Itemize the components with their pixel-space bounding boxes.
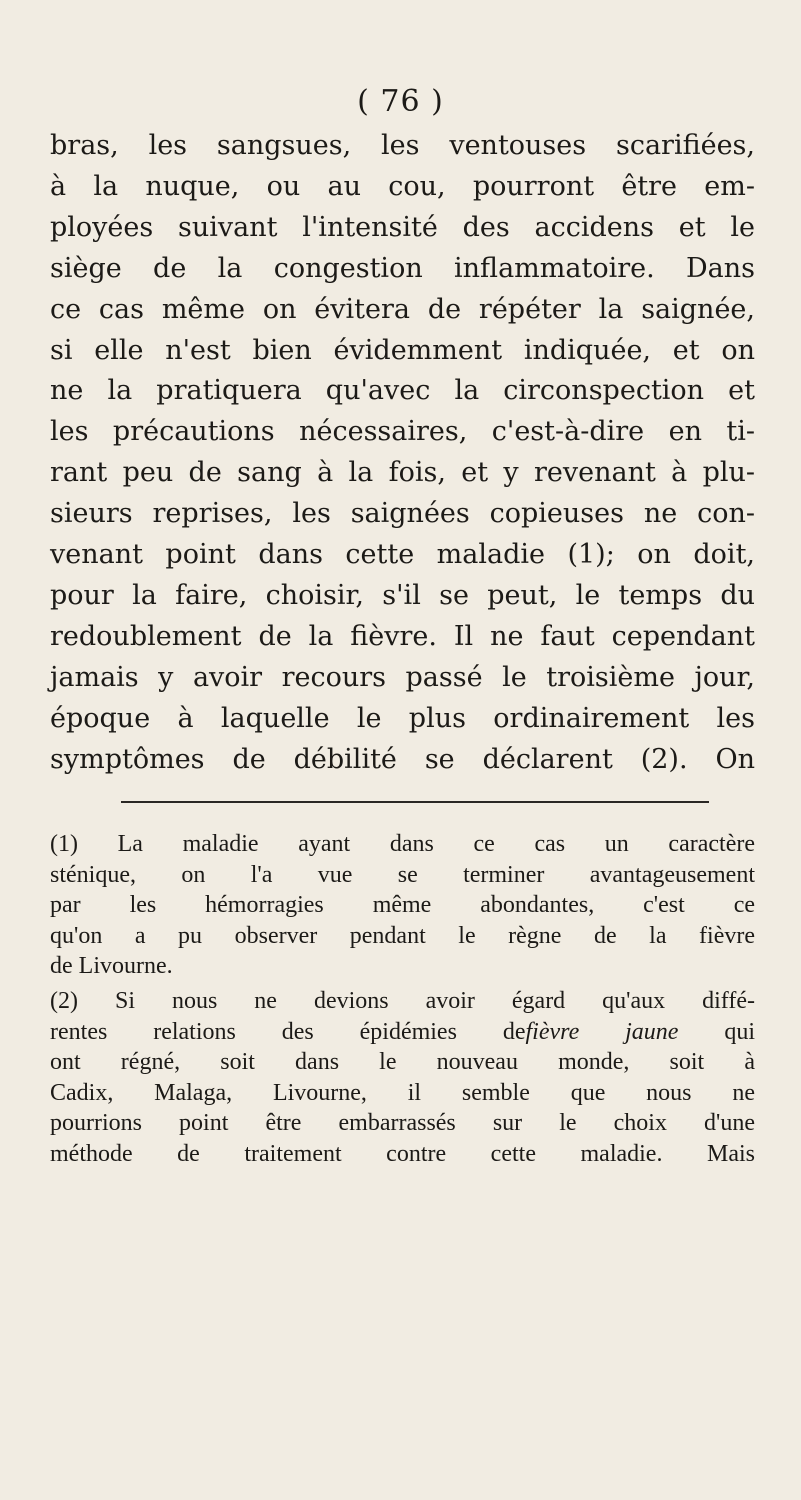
text-line: rant peu de sang à la fois, et y revenant à plu- bbox=[50, 457, 755, 489]
text-line: ployées suivant l'intensité des accidens et le bbox=[50, 211, 755, 243]
footnote-line-with-italic bbox=[50, 1017, 755, 1048]
footnote-line: méthode de traitement contre cette maladie. Mais bbox=[50, 1140, 755, 1167]
footnote-line: par les hémorragies même abondantes, c'est ce bbox=[50, 892, 755, 919]
footnotes-block bbox=[50, 829, 755, 1170]
text-line: les précautions nécessaires, c'est-à-dire en ti- bbox=[50, 416, 755, 448]
footnote-divider bbox=[121, 801, 709, 803]
footnote-line: (2) Si nous ne devions avoir égard qu'aux diffé- bbox=[50, 987, 755, 1014]
footnote-1 bbox=[50, 829, 755, 982]
footnote-text: qui bbox=[678, 1018, 756, 1045]
text-line: époque à laquelle le plus ordinairement les bbox=[50, 702, 755, 734]
footnote-line: (1) La maladie ayant dans ce cas un caractère bbox=[50, 831, 755, 857]
footnote-2 bbox=[50, 986, 755, 1170]
footnote-line: ont régné, soit dans le nouveau monde, soit à bbox=[50, 1049, 755, 1076]
text-line: bras, les sangsues, les ventouses scarifiées, bbox=[50, 130, 755, 161]
footnote-line: sténique, on l'a vue se terminer avantageusement bbox=[50, 861, 755, 888]
page-number: ( 76 ) bbox=[357, 84, 444, 119]
italic-term-fievre-jaune: fièvre jaune bbox=[525, 1018, 679, 1045]
footnote-line: de Livourne. bbox=[50, 953, 173, 980]
footnote-line: pourrions point être embarrassés sur le choix d'une bbox=[50, 1110, 755, 1137]
footnote-line: Cadix, Malaga, Livourne, il semble que nous ne bbox=[50, 1079, 755, 1106]
text-line: redoublement de la fièvre. Il ne faut cependant bbox=[50, 620, 755, 652]
text-line: siège de la congestion inflammatoire. Dans bbox=[50, 252, 755, 284]
text-line: ne la pratiquera qu'avec la circonspection et bbox=[50, 375, 755, 407]
text-line: venant point dans cette maladie (1); on doit, bbox=[50, 539, 755, 571]
footnote-line: qu'on a pu observer pendant le règne de la fièvre bbox=[50, 922, 755, 949]
main-text-block bbox=[50, 126, 755, 781]
text-line: si elle n'est bien évidemment indiquée, et on bbox=[50, 334, 755, 366]
text-line: symptômes de débilité se déclarent (2). On bbox=[50, 743, 755, 775]
text-line: pour la faire, choisir, s'il se peut, le temps du bbox=[50, 579, 755, 611]
footnote-text: rentes relations des épidémies de bbox=[50, 1018, 526, 1045]
text-line: à la nuque, ou au cou, pourront être em- bbox=[50, 170, 755, 202]
text-line: ce cas même on évitera de répéter la saignée, bbox=[50, 293, 755, 325]
text-line: sieurs reprises, les saignées copieuses ne con- bbox=[50, 498, 755, 530]
text-line: jamais y avoir recours passé le troisième jour, bbox=[50, 661, 755, 693]
